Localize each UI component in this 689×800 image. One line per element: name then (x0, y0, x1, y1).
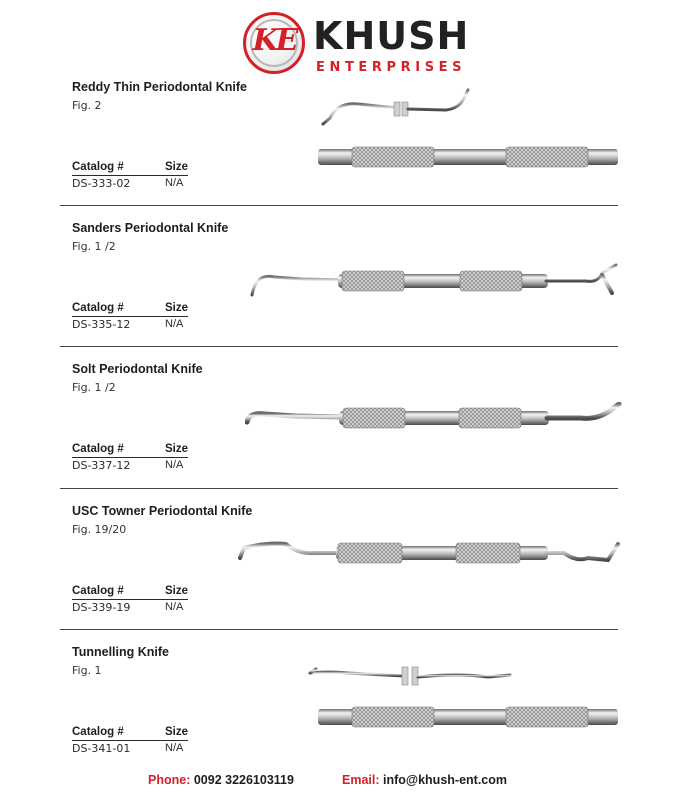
phone-contact (148, 773, 294, 787)
phone-label: Phone: (148, 773, 191, 787)
catalog-number: DS-339-19 (72, 601, 131, 614)
size-header: Size (165, 302, 189, 314)
instrument-tip-image (308, 663, 514, 689)
catalog-header: Catalog # (72, 726, 124, 738)
logo-name: KHUSH (313, 14, 470, 58)
product-fig: Fig. 1 (72, 664, 102, 677)
size-header: Size (165, 726, 189, 738)
size-header: Size (165, 585, 189, 597)
catalog-number: DS-341-01 (72, 742, 131, 755)
size-value: N/A (165, 318, 184, 330)
catalog-header: Catalog # (72, 443, 124, 455)
product-title: USC Towner Periodontal Knife (72, 504, 253, 518)
header-rule (72, 316, 188, 317)
product-fig: Fig. 19/20 (72, 523, 127, 536)
size-value: N/A (165, 601, 184, 613)
logo-monogram: KE (252, 23, 296, 58)
product-fig: Fig. 2 (72, 99, 102, 112)
product-title: Reddy Thin Periodontal Knife (72, 80, 248, 94)
email-contact (342, 773, 507, 787)
catalog-number: DS-333-02 (72, 177, 131, 190)
product-title: Sanders Periodontal Knife (72, 221, 229, 235)
email-label: Email: (342, 773, 380, 787)
size-value: N/A (165, 459, 184, 471)
size-value: N/A (165, 742, 184, 754)
instrument-image (250, 263, 620, 299)
company-logo (243, 12, 470, 78)
catalog-number: DS-335-12 (72, 318, 131, 331)
section-divider (60, 205, 618, 206)
instrument-image (238, 536, 622, 570)
section-divider (60, 629, 618, 630)
header-rule (72, 740, 188, 741)
instrument-handle-image (318, 704, 618, 730)
section-divider (60, 488, 618, 489)
size-value: N/A (165, 177, 184, 189)
size-header: Size (165, 443, 189, 455)
product-fig: Fig. 1 /2 (72, 240, 116, 253)
catalog-header: Catalog # (72, 161, 124, 173)
header-rule (72, 175, 188, 176)
section-divider (60, 346, 618, 347)
instrument-tip-image (318, 88, 478, 128)
instrument-image (245, 402, 623, 434)
catalog-header: Catalog # (72, 302, 124, 314)
logo-subtitle: ENTERPRISES (316, 60, 467, 75)
product-title: Tunnelling Knife (72, 645, 169, 659)
catalog-number: DS-337-12 (72, 459, 131, 472)
product-fig: Fig. 1 /2 (72, 381, 116, 394)
instrument-handle-image (318, 144, 618, 170)
phone-number: 0092 3226103119 (193, 773, 294, 787)
catalog-header: Catalog # (72, 585, 124, 597)
size-header: Size (165, 161, 189, 173)
header-rule (72, 457, 188, 458)
header-rule (72, 599, 188, 600)
product-title: Solt Periodontal Knife (72, 362, 203, 376)
email-address: info@khush-ent.com (383, 773, 507, 787)
